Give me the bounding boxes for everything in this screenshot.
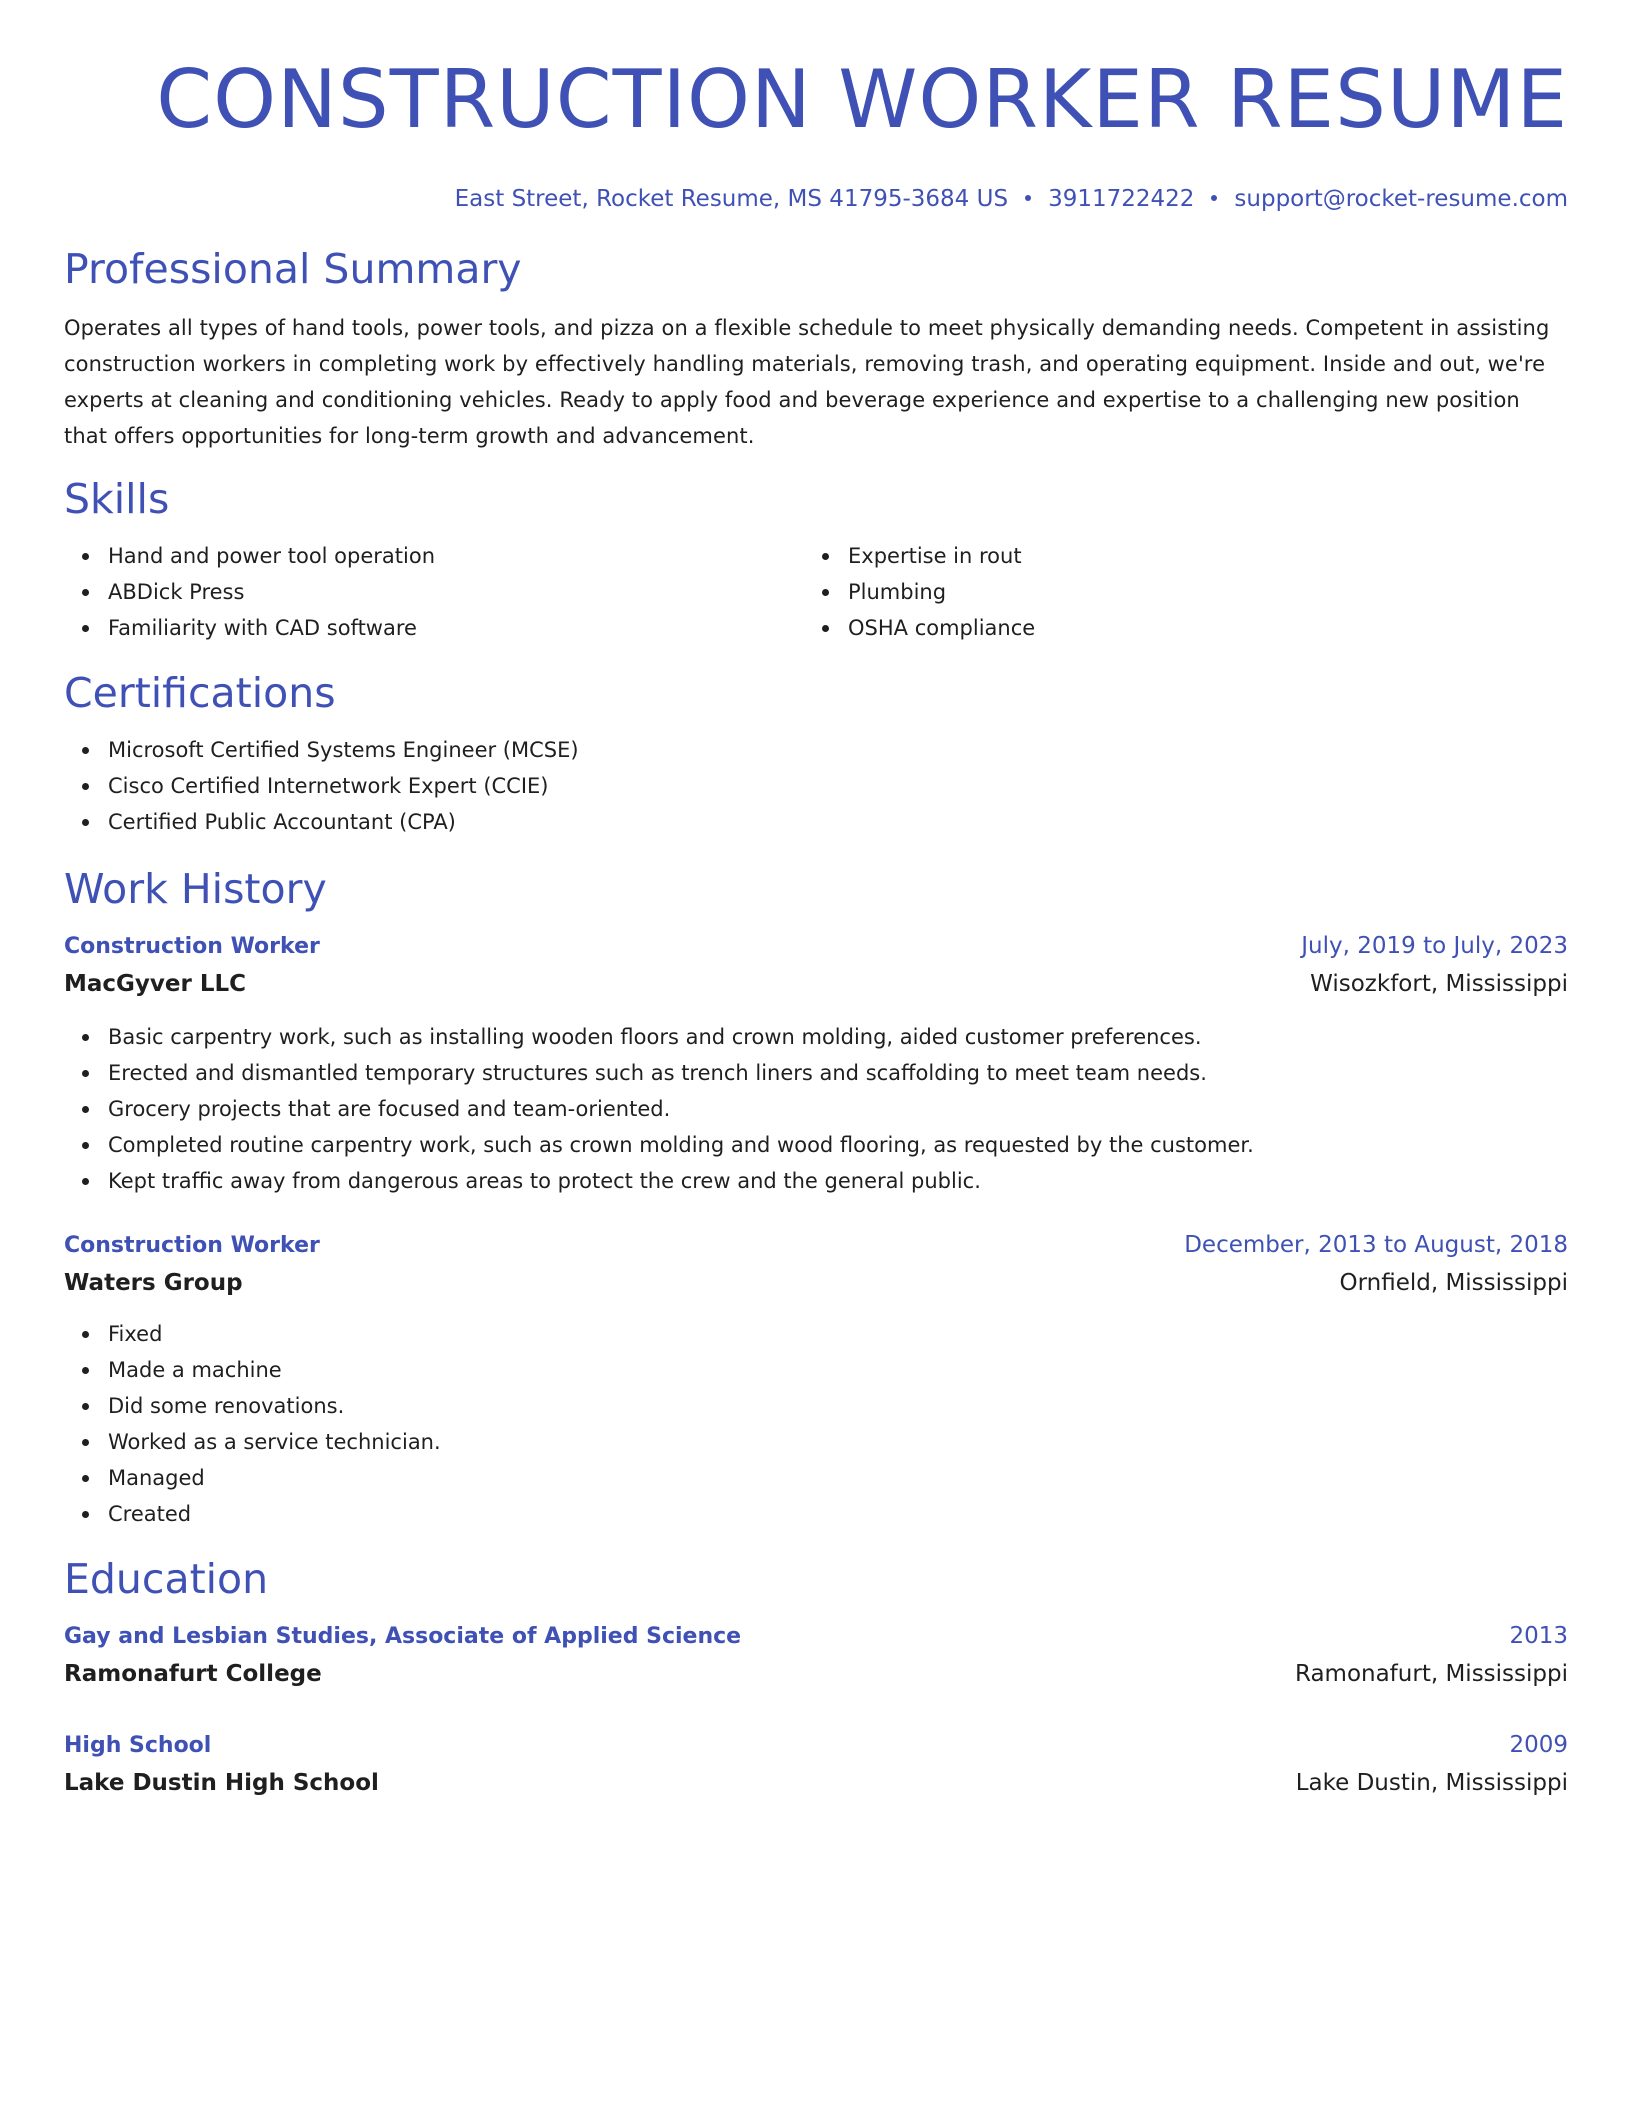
certifications-section: [64, 668, 1568, 840]
job-bullet: Did some renovations.: [108, 1388, 1568, 1424]
contact-address: East Street, Rocket Resume, MS 41795-3684 US: [454, 186, 1009, 212]
skills-list-right: [804, 538, 1568, 646]
separator-dot: [1025, 195, 1031, 201]
skills-grid: [64, 538, 1568, 646]
job-location: Ornfield, Mississippi: [1339, 1270, 1568, 1296]
education-year: 2013: [1509, 1623, 1568, 1649]
skill-item: Plumbing: [848, 574, 1568, 610]
job-bullets: [64, 1019, 1568, 1199]
job-bullets: [64, 1316, 1568, 1532]
skill-item: Hand and power tool operation: [108, 538, 804, 574]
education-location: Lake Dustin, Mississippi: [1295, 1770, 1568, 1796]
separator-dot: [1211, 195, 1217, 201]
skills-section: [64, 474, 1568, 646]
job-bullet: Kept traffic away from dangerous areas to protect the crew and the general public.: [108, 1163, 1568, 1199]
certification-item: Certified Public Accountant (CPA): [108, 804, 1568, 840]
job-entry: [64, 1227, 1568, 1532]
education-school: Lake Dustin High School: [64, 1770, 379, 1796]
skill-item: ABDick Press: [108, 574, 804, 610]
certifications-list: [64, 732, 1568, 840]
job-company: MacGyver LLC: [64, 971, 247, 997]
education-school-row: [64, 1655, 1568, 1693]
skill-item: Expertise in rout: [848, 538, 1568, 574]
education-degree: High School: [64, 1733, 212, 1758]
job-header-row: [64, 1227, 1568, 1264]
contact-line: [64, 184, 1568, 214]
job-header-row: [64, 928, 1568, 965]
job-bullet: Fixed: [108, 1316, 1568, 1352]
job-bullet: Grocery projects that are focused and team-oriented.: [108, 1091, 1568, 1127]
section-heading-education: Education: [64, 1555, 269, 1603]
job-bullet: Managed: [108, 1460, 1568, 1496]
work-history-section: [64, 864, 1568, 1532]
skill-item: Familiarity with CAD software: [108, 610, 804, 646]
section-heading-work-history: Work History: [64, 865, 327, 913]
job-bullet: Made a machine: [108, 1352, 1568, 1388]
job-bullet: Basic carpentry work, such as installing wooden floors and crown molding, aided customer preferences.: [108, 1019, 1568, 1055]
education-header-row: [64, 1727, 1568, 1764]
summary-section: [64, 244, 1568, 454]
job-bullet: Created: [108, 1496, 1568, 1532]
section-heading-summary: Professional Summary: [64, 245, 522, 293]
certification-item: Microsoft Certified Systems Engineer (MCSE): [108, 732, 1568, 768]
job-bullet: Completed routine carpentry work, such as crown molding and wood flooring, as requested by the customer.: [108, 1127, 1568, 1163]
contact-phone[interactable]: 3911722422: [1048, 186, 1195, 212]
job-company-row: [64, 965, 1568, 1003]
certification-item: Cisco Certified Internetwork Expert (CCIE): [108, 768, 1568, 804]
education-entry: [64, 1618, 1568, 1693]
education-header-row: [64, 1618, 1568, 1655]
job-bullet: Worked as a service technician.: [108, 1424, 1568, 1460]
contact-email[interactable]: support@rocket-resume.com: [1234, 186, 1568, 212]
job-entry: [64, 928, 1568, 1199]
education-year: 2009: [1509, 1732, 1568, 1758]
job-bullet: Erected and dismantled temporary structures such as trench liners and scaffolding to meet team needs.: [108, 1055, 1568, 1091]
resume-title: CONSTRUCTION WORKER RESUME: [156, 53, 1568, 146]
section-heading-skills: Skills: [64, 475, 170, 523]
section-heading-certifications: Certifications: [64, 669, 336, 717]
education-degree: Gay and Lesbian Studies, Associate of Applied Science: [64, 1624, 742, 1649]
job-title: Construction Worker: [64, 934, 320, 959]
education-section: [64, 1554, 1568, 1802]
education-entry: [64, 1727, 1568, 1802]
skills-list-left: [64, 538, 804, 646]
job-company-row: [64, 1264, 1568, 1302]
skill-item: OSHA compliance: [848, 610, 1568, 646]
job-dates: December, 2013 to August, 2018: [1184, 1232, 1568, 1258]
education-school-row: [64, 1764, 1568, 1802]
education-school: Ramonafurt College: [64, 1661, 322, 1687]
job-company: Waters Group: [64, 1270, 243, 1296]
job-location: Wisozkfort, Mississippi: [1310, 971, 1568, 997]
summary-text: Operates all types of hand tools, power tools, and pizza on a flexible schedule to meet physically demanding needs. Competent in assisting construction workers in completing work by effectively handling materials, removing trash, and operating equipment. Inside and out, we're experts at cleaning and conditioning vehicles. Ready to apply food and beverage experience and expertise to a challenging new position that offers opportunities for long-term growth and advancement.: [64, 316, 1550, 448]
job-dates: July, 2019 to July, 2023: [1301, 933, 1568, 959]
job-title: Construction Worker: [64, 1233, 320, 1258]
education-location: Ramonafurt, Mississippi: [1294, 1661, 1568, 1687]
